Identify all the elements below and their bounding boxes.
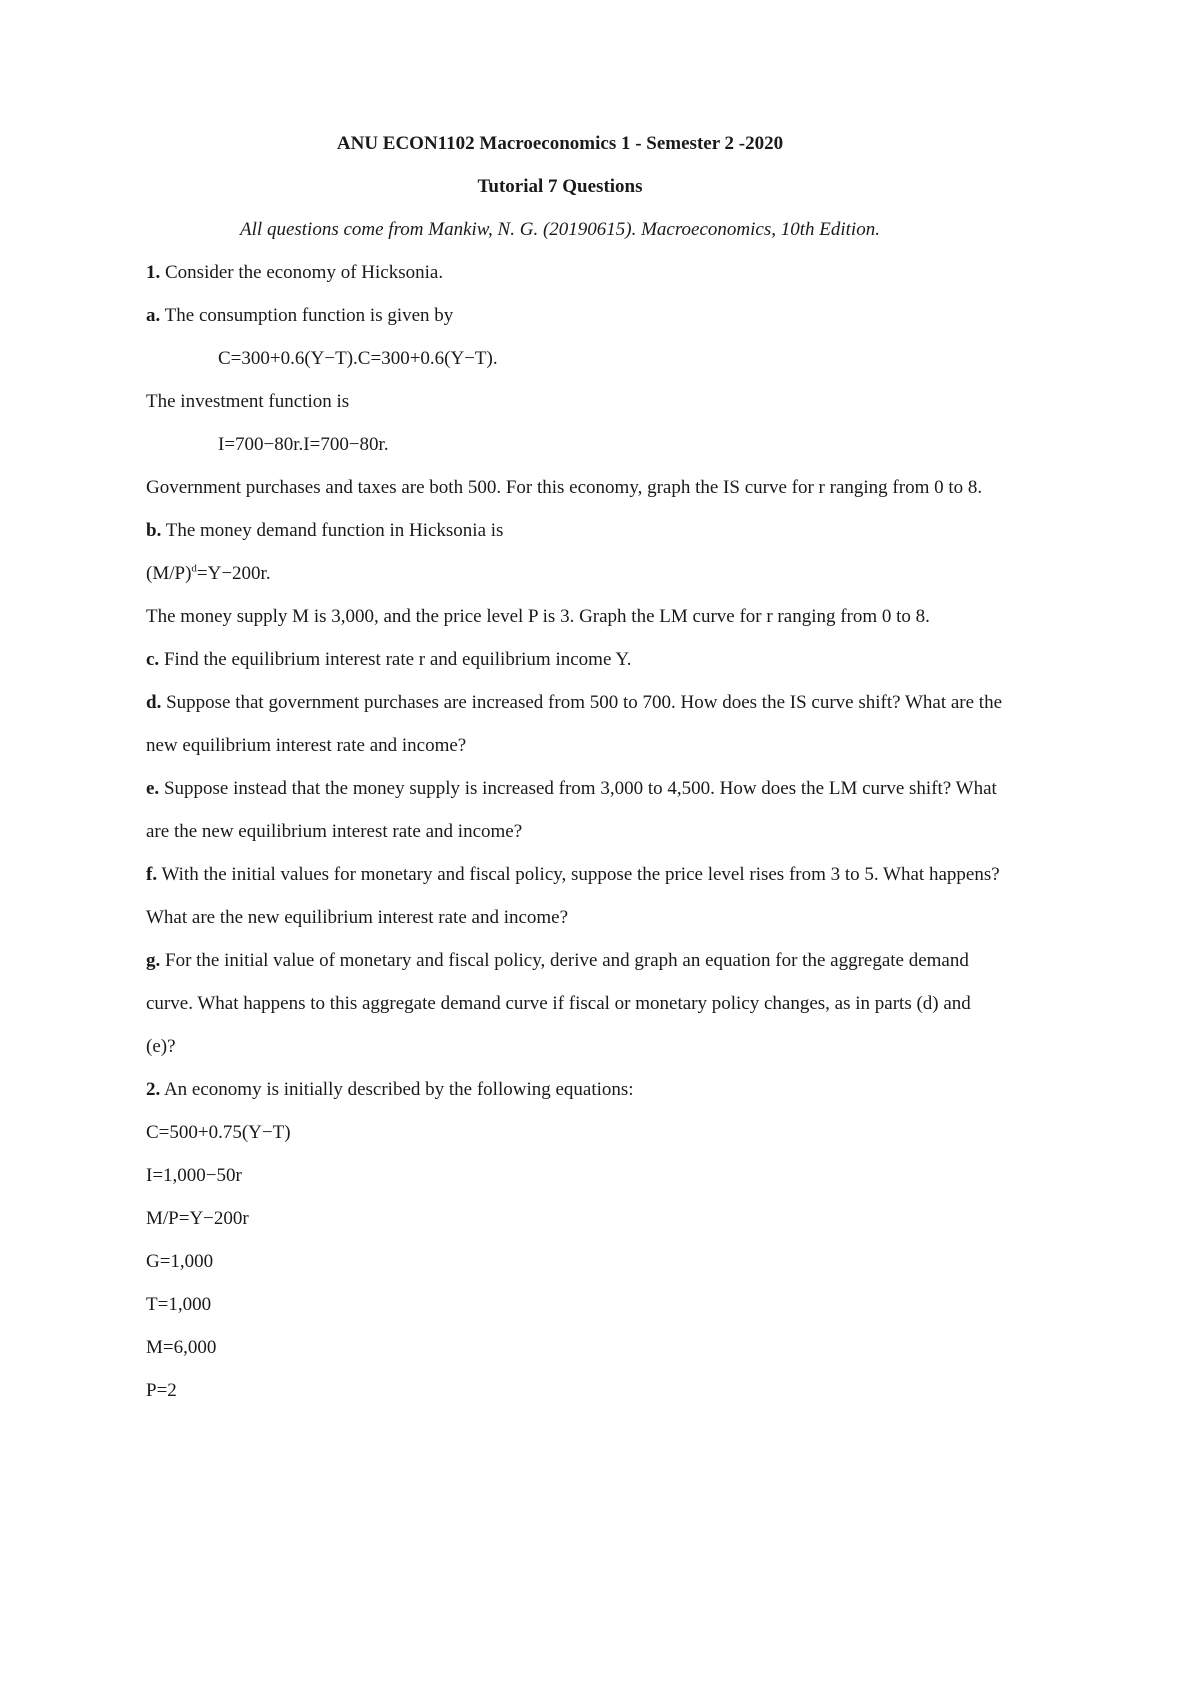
q1f-body: With the initial values for monetary and fiscal policy, suppose the price level rises from 3 to 5. What happens? [157, 864, 1000, 885]
q2-equation: P=2 [146, 1380, 177, 1401]
q1g-body: For the initial value of monetary and fiscal policy, derive and graph an equation for the aggregate demand [160, 950, 969, 971]
q1c-text [146, 648, 631, 672]
q1f-label: f. [146, 864, 158, 885]
q1a-equation-consumption: C=300+0.6(Y−T).C=300+0.6(Y−T). [218, 348, 498, 369]
q2-equation: T=1,000 [146, 1294, 212, 1315]
q1a-body: The consumption function is given by [160, 305, 454, 326]
q1d-line2: new equilibrium interest rate and income? [146, 735, 467, 756]
q1e-body: Suppose instead that the money supply is increased from 3,000 to 4,500. How does the LM curve shift? What [159, 778, 997, 799]
q2-number: 2. [146, 1079, 161, 1100]
document-subtitle: Tutorial 7 Questions [477, 176, 643, 197]
q1a-equation-investment: I=700−80r.I=700−80r. [218, 434, 389, 455]
source-note: All questions come from Mankiw, N. G. (20190615). Macroeconomics, 10th Edition. [240, 219, 880, 240]
q1a-government-text: Government purchases and taxes are both 500. For this economy, graph the IS curve for r ranging from 0 to 8. [146, 477, 983, 498]
q1b-body: The money demand function in Hicksonia is [161, 520, 504, 541]
q1d-line1 [146, 691, 1002, 715]
q2-equation: C=500+0.75(Y−T) [146, 1122, 291, 1143]
q2-equation: G=1,000 [146, 1251, 214, 1272]
q1e-line2: are the new equilibrium interest rate and income? [146, 821, 523, 842]
q1f-line1 [146, 863, 1000, 887]
q1-number: 1. [146, 262, 161, 283]
q1d-body: Suppose that government purchases are increased from 500 to 700. How does the IS curve shift? What are the [161, 692, 1003, 713]
q1a-label: a. [146, 305, 161, 326]
q1b-eq-pre: (M/P) [146, 563, 192, 584]
q1g-line3: (e)? [146, 1036, 176, 1057]
document-title: ANU ECON1102 Macroeconomics 1 - Semester 2 -2020 [336, 133, 784, 154]
q1d-label: d. [146, 692, 162, 713]
q1f-line2: What are the new equilibrium interest rate and income? [146, 907, 569, 928]
q1c-label: c. [146, 649, 160, 670]
q1b-label: b. [146, 520, 162, 541]
q1e-line1 [146, 777, 997, 801]
q2-equation: M/P=Y−200r [146, 1208, 249, 1229]
q1c-body: Find the equilibrium interest rate r and equilibrium income Y. [159, 649, 632, 670]
q2-equation: I=1,000−50r [146, 1165, 242, 1186]
q1g-label: g. [146, 950, 161, 971]
q1-intro-text: Consider the economy of Hicksonia. [160, 262, 444, 283]
q1a-text [146, 304, 453, 328]
q1b-eq-post: =Y−200r. [196, 563, 271, 584]
q2-intro [146, 1078, 634, 1102]
q1g-line1 [146, 949, 969, 973]
q1a-investment-text: The investment function is [146, 391, 350, 412]
q2-equation: M=6,000 [146, 1337, 217, 1358]
q1b-eq-sup: d [191, 562, 197, 575]
q1b-supply-text: The money supply M is 3,000, and the price level P is 3. Graph the LM curve for r ranging from 0 to 8. [146, 606, 930, 627]
q1-intro [146, 261, 443, 285]
q1b-equation-money-demand [146, 562, 271, 586]
q1e-label: e. [146, 778, 160, 799]
q1b-text [146, 519, 503, 543]
q2-intro-text: An economy is initially described by the following equations: [160, 1079, 634, 1100]
q1g-line2: curve. What happens to this aggregate demand curve if fiscal or monetary policy changes, as in parts (d) and [146, 993, 971, 1014]
